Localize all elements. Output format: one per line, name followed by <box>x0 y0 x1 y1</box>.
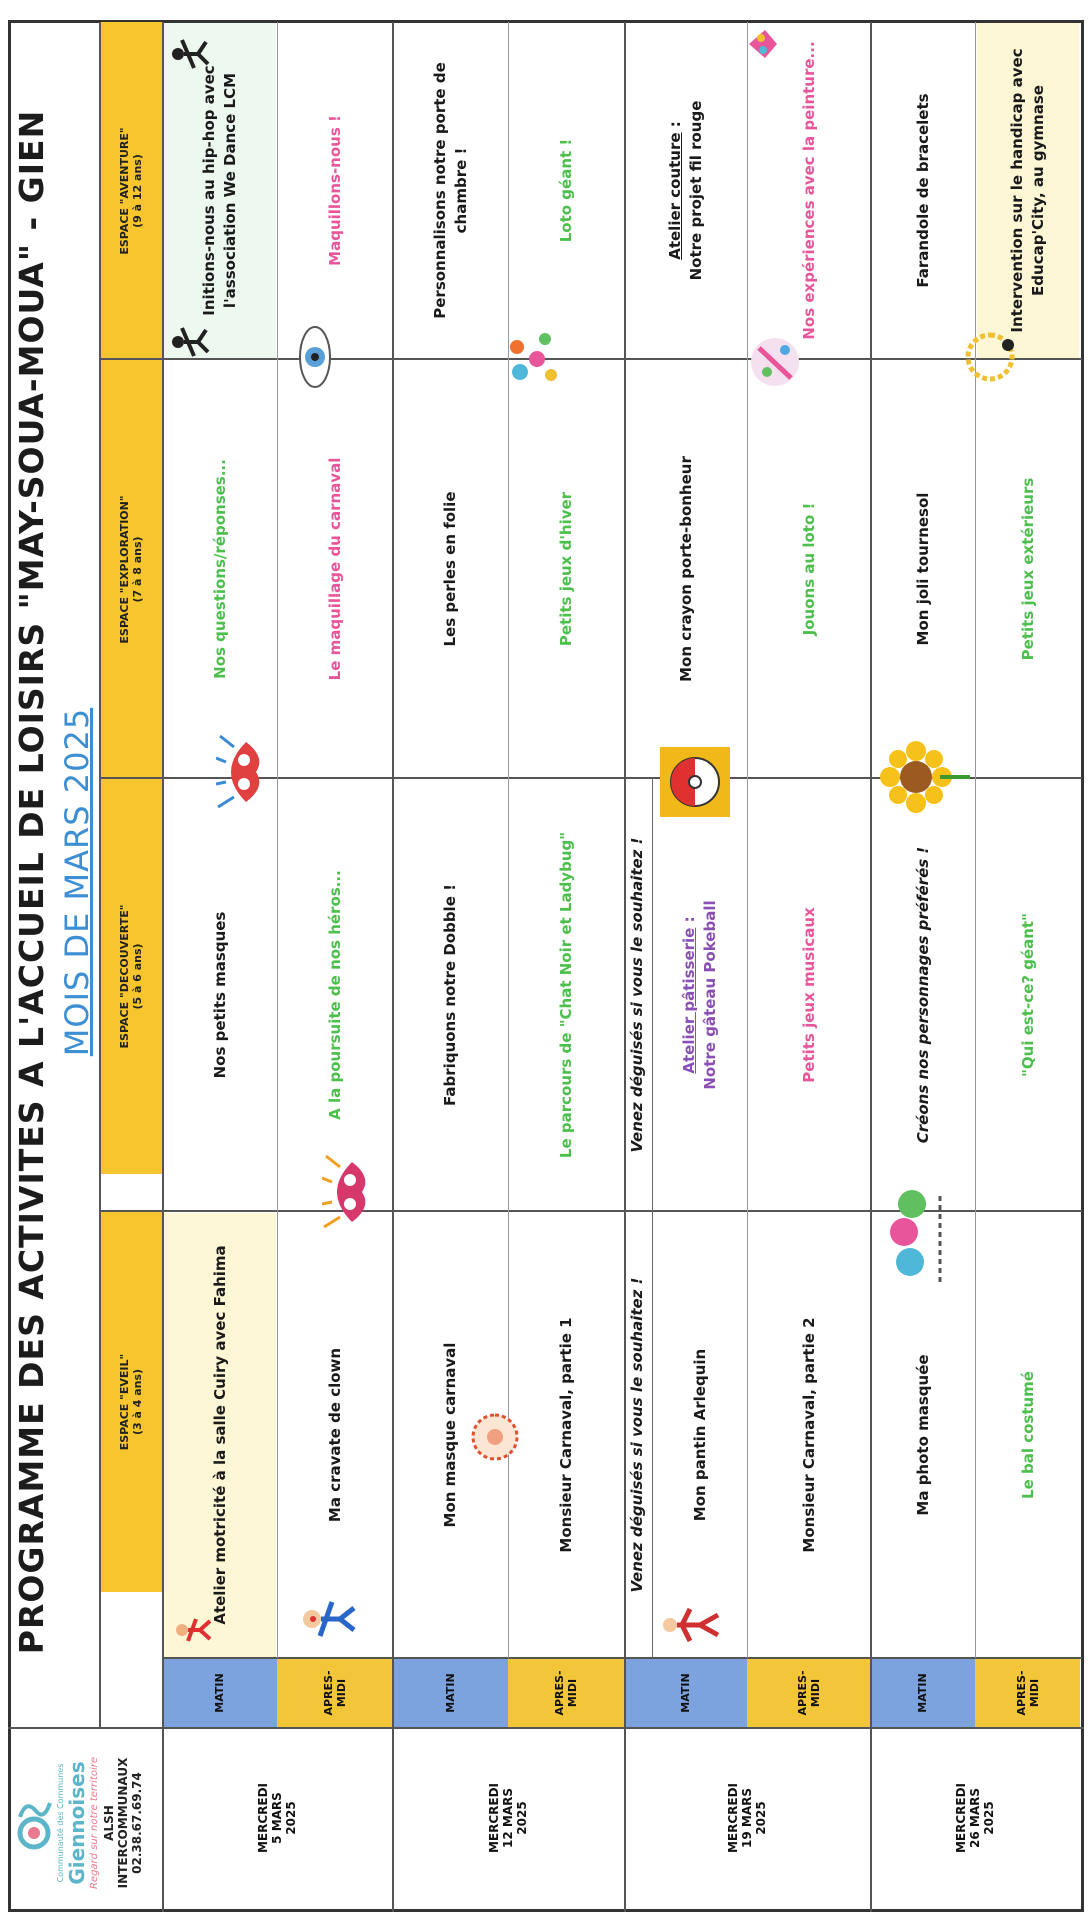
activity-text: Loto géant ! <box>557 138 575 243</box>
lucky-pencil-icon <box>745 332 805 392</box>
period-matin-w4: MATIN <box>870 1658 975 1728</box>
activity-w2-matin-decouverte <box>394 780 507 1210</box>
activity-w3-apm-eveil <box>749 1213 869 1657</box>
activity-text: Ma photo masquée <box>913 1354 932 1516</box>
harlequin-puppet-icon <box>660 1605 720 1645</box>
bracelet-icon <box>960 327 1020 387</box>
date-year: 2025 <box>515 1801 529 1835</box>
pokeball-cake-icon <box>660 747 730 817</box>
activity-label: Atelier couture : <box>666 121 684 260</box>
date-week-4 <box>870 1728 1080 1908</box>
date-day: MERCREDI <box>726 1782 740 1854</box>
activity-text: Intervention sur le handicap avec Educap'City, au gymnase <box>1008 48 1047 333</box>
date-year: 2025 <box>982 1801 996 1835</box>
activity-text: Personnalisons notre porte de chambre ! <box>430 62 470 319</box>
date-value: 5 MARS <box>270 1792 284 1844</box>
header-exploration-age: (7 à 8 ans) <box>131 536 144 603</box>
activity-text: Monsieur Carnaval, partie 1 <box>557 1317 575 1553</box>
activity-label-text: Atelier pâtisserie <box>680 927 698 1074</box>
hip-hop-dancer-icon <box>170 322 210 362</box>
activity-w3-apm-aventure <box>749 23 869 358</box>
activity-text: Fabriquons notre Dobble ! <box>441 884 459 1106</box>
activity-w2-apm-eveil <box>510 1213 623 1657</box>
date-value: 19 MARS <box>740 1788 754 1848</box>
header-decouverte-age: (5 à 6 ans) <box>131 943 144 1010</box>
activity-text: Nos questions/réponses... <box>210 459 229 679</box>
activity-text: Petits jeux extérieurs <box>1018 477 1037 661</box>
activity-w2-apm-decouverte <box>510 780 623 1210</box>
activity-w2-apm-exploration <box>510 361 623 777</box>
logo-tagline: Regard sur notre territoire <box>89 1756 100 1890</box>
grid-line <box>99 22 101 1728</box>
activity-w4-matin-exploration <box>872 361 974 777</box>
activity-w1-apm-exploration <box>279 361 391 777</box>
photo-mask-icon <box>880 1182 960 1292</box>
grid-line <box>162 1657 1082 1659</box>
org-name: ALSH INTERCOMMUNAUX <box>102 1757 130 1889</box>
activity-text: Petits jeux musicaux <box>799 907 818 1083</box>
grid-line <box>8 1727 1084 1729</box>
header-exploration <box>100 360 162 779</box>
activity-w2-matin-exploration <box>394 361 507 777</box>
activity-w3-apm-exploration <box>749 361 869 777</box>
activity-text: Le parcours de "Chat Noir et Ladybug" <box>557 831 575 1159</box>
activity-w3-matin-decouverte <box>654 780 746 1210</box>
header-aventure-age: (9 à 12 ans) <box>131 154 144 228</box>
page-title: PROGRAMME DES ACTIVITES A L'ACCUEIL DE LOISIRS "MAY-SOUA-MOUA" - GIEN <box>12 109 51 1655</box>
date-day: MERCREDI <box>256 1782 270 1854</box>
activity-text: "Qui est-ce? géant" <box>1018 913 1037 1077</box>
costume-banner-eveil: Venez déguisés si vous le souhaitez ! <box>628 1277 646 1593</box>
activity-text: Ma cravate de clown <box>325 1347 344 1523</box>
date-week-2 <box>392 1728 624 1908</box>
page-subtitle: MOIS DE MARS 2025 <box>58 707 96 1057</box>
activity-w3-matin-exploration <box>626 361 746 777</box>
activity-text: Le bal costumé <box>1018 1371 1037 1499</box>
activity-text: Initions-nous au hip-hop avec l'association We Dance LCM <box>200 65 239 316</box>
beads-icon <box>505 327 565 387</box>
activity-text: Mon joli tournesol <box>913 492 932 646</box>
activity-text: Farandole de bracelets <box>913 93 932 288</box>
header-aventure <box>100 22 162 360</box>
date-day: MERCREDI <box>954 1782 968 1854</box>
date-week-3 <box>624 1728 870 1908</box>
logo-block <box>10 1738 160 1908</box>
period-apm-w2: APRES-MIDI <box>508 1658 624 1728</box>
activity-w1-matin-eveil <box>164 1213 276 1657</box>
date-day: MERCREDI <box>487 1782 501 1854</box>
date-value: 12 MARS <box>501 1788 515 1848</box>
activity-w3-matin-eveil <box>654 1213 746 1657</box>
period-apm-w4: APRES-MIDI <box>975 1658 1080 1728</box>
org-phone: 02.38.67.69.74 <box>130 1772 144 1874</box>
activity-w1-apm-aventure <box>279 23 391 358</box>
paint-icon <box>745 26 781 62</box>
logo-community-text: Communauté des Communes <box>56 1763 65 1883</box>
activity-w1-matin-decouverte <box>164 780 276 1210</box>
logo-icon <box>14 1795 54 1851</box>
activity-w2-apm-aventure <box>510 23 623 358</box>
activity-text: Nos expériences avec la peinture... <box>799 41 818 340</box>
activity-text: Créons nos personnages préférés ! <box>913 846 932 1144</box>
activity-w3-matin-aventure <box>626 23 746 358</box>
header-decouverte-name: ESPACE "DECOUVERTE" <box>118 904 131 1049</box>
header-eveil-age: (3 à 4 ans) <box>131 1368 144 1436</box>
activity-text: Notre projet fil rouge <box>687 100 705 281</box>
activity-text: Nos petits masques <box>210 911 229 1079</box>
period-apm-w3: APRES-MIDI <box>747 1658 870 1728</box>
period-matin-w3: MATIN <box>624 1658 747 1728</box>
hip-hop-dancer-icon <box>170 34 210 74</box>
period-apm-w1: APRES-MIDI <box>277 1658 392 1728</box>
period-matin-w2: MATIN <box>392 1658 508 1728</box>
grid-line <box>100 358 1082 360</box>
decorated-plate-icon <box>470 1412 520 1462</box>
header-exploration-name: ESPACE "EXPLORATION" <box>118 495 131 644</box>
carnival-mask-icon <box>322 1152 382 1232</box>
grid-line <box>277 22 278 1658</box>
activity-text: Notre gâteau Pokeball <box>701 900 719 1090</box>
activity-text: Maquillons-nous ! <box>325 115 344 266</box>
activity-text: Le maquillage du carnaval <box>325 457 344 681</box>
activity-w4-matin-aventure <box>872 23 974 358</box>
grid-line <box>747 22 748 1658</box>
activity-w1-apm-eveil <box>279 1213 391 1657</box>
activity-w4-apm-aventure <box>977 23 1079 358</box>
grid-line <box>975 22 976 1658</box>
date-year: 2025 <box>754 1801 768 1835</box>
activity-w3-apm-decouverte <box>749 780 869 1210</box>
activity-w4-apm-exploration <box>977 361 1079 777</box>
header-eveil-name: ESPACE "EVEIL" <box>118 1353 131 1451</box>
activity-w1-matin-exploration <box>164 361 276 777</box>
activity-w1-apm-decouverte <box>279 780 391 1210</box>
activity-text: Mon crayon porte-bonheur <box>676 456 695 682</box>
activity-text: A la poursuite de nos héros... <box>325 870 344 1120</box>
header-decouverte <box>100 779 162 1174</box>
header-eveil <box>100 1212 162 1592</box>
activity-text: Monsieur Carnaval, partie 2 <box>799 1317 818 1553</box>
activity-text: Mon masque carnaval <box>441 1342 459 1528</box>
activity-w2-matin-aventure <box>394 23 507 358</box>
activity-text: Atelier motricité à la salle Cuiry avec Fahima <box>210 1245 229 1625</box>
date-year: 2025 <box>284 1801 298 1835</box>
clown-icon <box>300 1596 356 1642</box>
activity-text: Les perles en folie <box>441 491 459 647</box>
period-matin-w1: MATIN <box>162 1658 277 1728</box>
motricity-kid-icon <box>174 1613 212 1647</box>
activity-w4-apm-eveil <box>977 1213 1079 1657</box>
logo-name: Giennoises <box>65 1761 89 1885</box>
costume-banner-decouverte: Venez déguisés si vous le souhaitez ! <box>628 837 646 1153</box>
banner-divider <box>652 778 653 1658</box>
activity-label: Atelier pâtisserie : <box>680 916 698 1074</box>
activity-text: Petits jeux d'hiver <box>557 491 575 647</box>
carnival-mask-icon <box>216 732 276 812</box>
activity-text: Jouons au loto ! <box>799 502 818 636</box>
date-value: 26 MARS <box>968 1788 982 1848</box>
eye-makeup-icon <box>290 322 340 392</box>
activity-w4-apm-decouverte <box>977 780 1079 1210</box>
date-week-1 <box>162 1728 392 1908</box>
activity-w4-matin-decouverte <box>872 780 974 1210</box>
header-aventure-name: ESPACE "AVENTURE" <box>118 127 131 255</box>
activity-label-text: Atelier couture <box>666 132 684 260</box>
sunflower-icon <box>880 737 970 817</box>
activity-text: Mon pantin Arlequin <box>690 1348 709 1522</box>
